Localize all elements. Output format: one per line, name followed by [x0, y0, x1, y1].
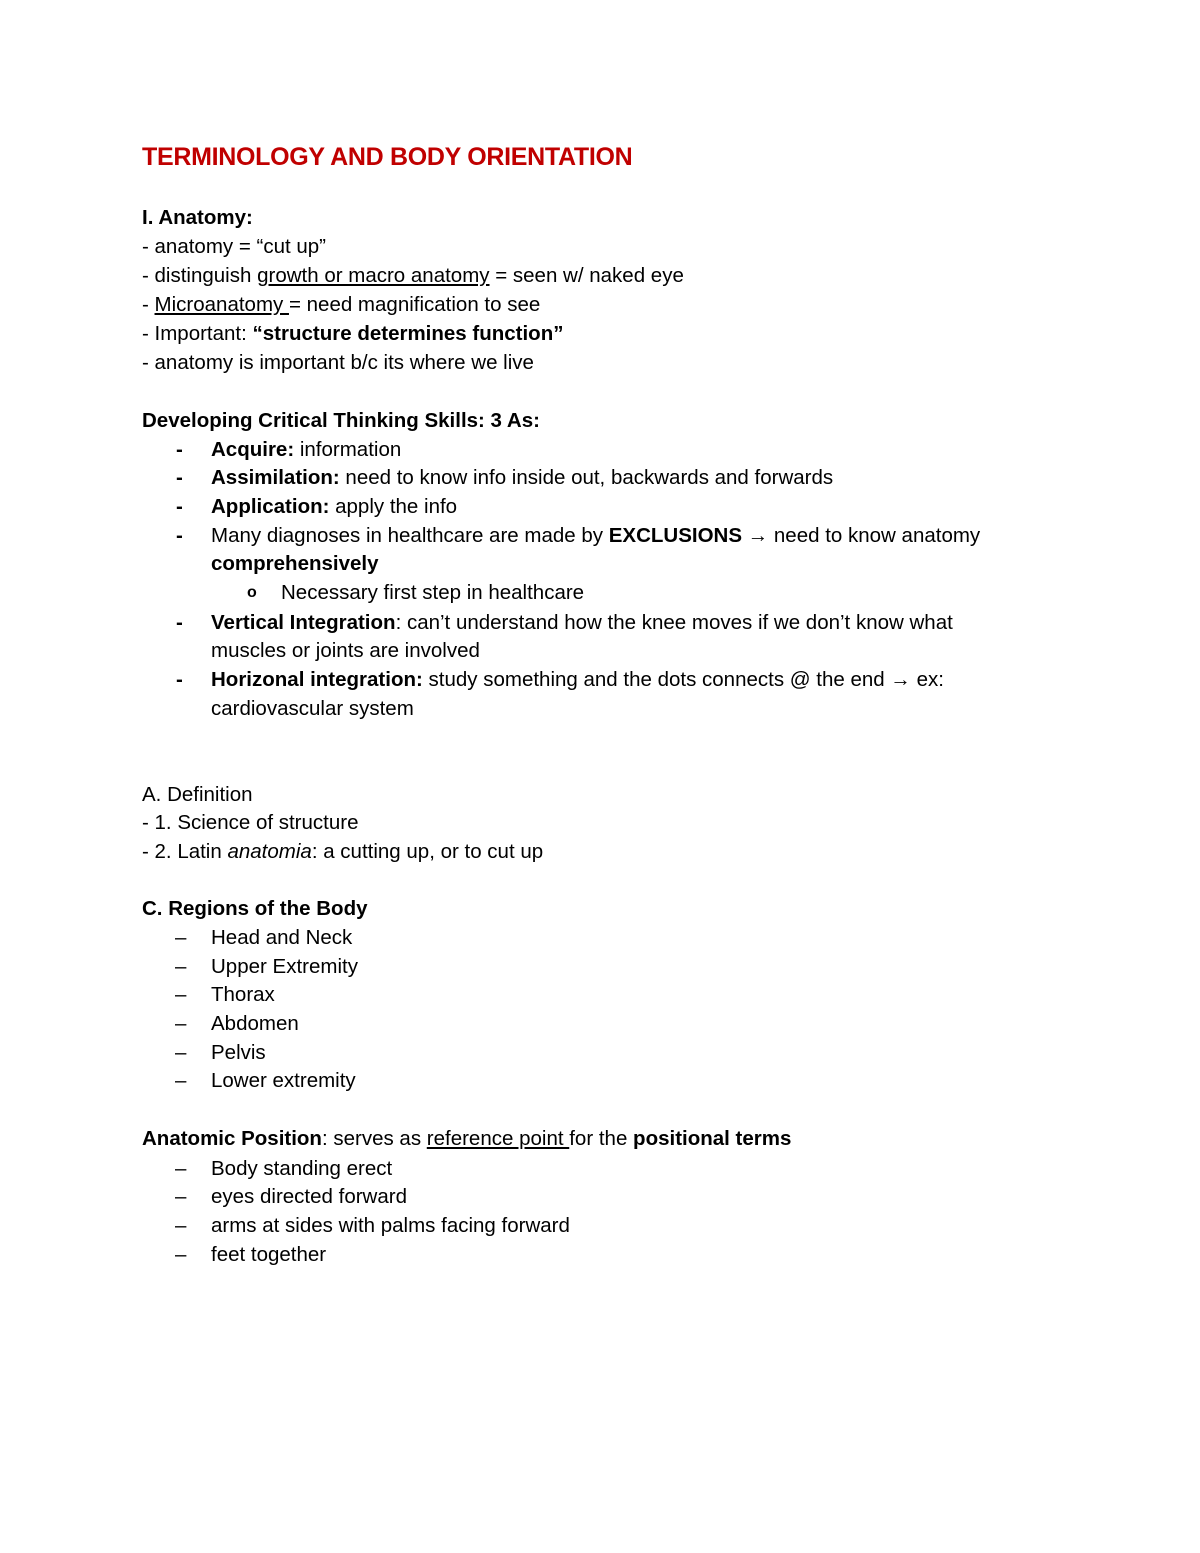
list-item-diagnoses-cont: [211, 549, 379, 578]
anatomy-line-2: [142, 261, 684, 290]
dash-marker: –: [175, 955, 187, 978]
list-item-diagnoses: [211, 521, 980, 550]
list-item: Lower extremity: [211, 1069, 356, 1092]
anatomy-line-2-underlined: growth or macro anatomy: [257, 264, 490, 287]
dash-marker: –: [175, 1041, 187, 1064]
definition-line-2: [142, 837, 543, 866]
anatomy-line-2-pre: - distinguish: [142, 264, 258, 287]
anatomy-line-4: [142, 319, 563, 348]
regions-heading: [142, 894, 368, 923]
anatomy-heading: [142, 203, 253, 232]
list-item: feet together: [211, 1243, 327, 1266]
anatomy-line-1: - anatomy = “cut up”: [142, 235, 327, 258]
vertical-text: : can’t understand how the knee moves if we don’t know what: [395, 611, 953, 634]
sub-list-item: Necessary first step in healthcare: [281, 581, 585, 604]
bullet-marker: -: [176, 611, 183, 634]
document-title: TERMINOLOGY AND BODY ORIENTATION: [142, 143, 633, 171]
dash-marker: –: [175, 1243, 187, 1266]
list-item-horizontal: [211, 665, 944, 694]
anatomy-line-3: [142, 290, 540, 319]
list-item-vertical-cont: muscles or joints are involved: [211, 639, 480, 662]
position-heading-text: : serves as: [321, 1127, 427, 1150]
list-item: Abdomen: [211, 1012, 299, 1035]
position-heading-bold-2: positional terms: [633, 1127, 792, 1150]
list-item: Body standing erect: [211, 1157, 393, 1180]
list-item: Pelvis: [211, 1041, 266, 1064]
dash-marker: –: [175, 1157, 187, 1180]
list-item-assimilation: [211, 463, 833, 492]
acquire-text: information: [294, 438, 402, 461]
definition-line-1: - 1. Science of structure: [142, 811, 359, 834]
bullet-marker: -: [176, 524, 183, 547]
definition-heading: A. Definition: [142, 783, 253, 806]
list-item: Thorax: [211, 983, 275, 1006]
diagnoses-text-2: need to know anatomy: [768, 524, 981, 547]
list-item-horizontal-cont: cardiovascular system: [211, 697, 414, 720]
dash-marker: –: [175, 1069, 187, 1092]
anatomy-line-4-bold: “structure determines function”: [252, 322, 564, 345]
bullet-marker: -: [176, 438, 183, 461]
list-item: arms at sides with palms facing forward: [211, 1214, 570, 1237]
anatomy-line-3-post: = need magnification to see: [288, 293, 541, 316]
definition-line-2-post: : a cutting up, or to cut up: [311, 840, 544, 863]
bullet-marker: -: [176, 495, 183, 518]
vertical-label: Vertical Integration: [211, 611, 396, 634]
acquire-label: Acquire:: [211, 438, 295, 461]
anatomy-line-5: - anatomy is important b/c its where we live: [142, 351, 534, 374]
arrow-right-icon: →: [742, 524, 769, 547]
anatomy-line-2-post: = seen w/ naked eye: [489, 264, 684, 287]
bullet-marker: -: [176, 668, 183, 691]
anatomy-line-3-underlined: Microanatomy: [154, 293, 289, 316]
definition-line-2-italic: anatomia: [227, 840, 312, 863]
dash-marker: –: [175, 926, 187, 949]
list-item-application: [211, 492, 457, 521]
bullet-marker: -: [176, 466, 183, 489]
position-heading-underlined: reference point: [426, 1127, 570, 1150]
list-item-acquire: [211, 435, 401, 464]
dash-marker: –: [175, 1012, 187, 1035]
horizontal-text-2: ex:: [910, 668, 944, 691]
horizontal-text: study something and the dots connects @ the end: [422, 668, 885, 691]
critical-heading-text: Developing Critical Thinking Skills: 3 As:: [142, 409, 540, 432]
horizontal-label: Horizonal integration:: [211, 668, 423, 691]
dash-marker: –: [175, 983, 187, 1006]
regions-heading-text: C. Regions of the Body: [142, 897, 368, 920]
anatomy-line-4-pre: - Important:: [142, 322, 253, 345]
anatomy-heading-text: I. Anatomy:: [142, 206, 253, 229]
position-heading-text-2: for the: [569, 1127, 634, 1150]
position-heading-bold: Anatomic Position: [142, 1127, 322, 1150]
list-item: Head and Neck: [211, 926, 353, 949]
dash-marker: –: [175, 1185, 187, 1208]
application-label: Application:: [211, 495, 330, 518]
application-text: apply the info: [329, 495, 458, 518]
sub-bullet-marker: o: [247, 584, 257, 601]
arrow-right-icon: →: [884, 668, 911, 691]
diagnoses-text: Many diagnoses in healthcare are made by: [211, 524, 609, 547]
list-item: Upper Extremity: [211, 955, 358, 978]
diagnoses-bold: EXCLUSIONS: [608, 524, 742, 547]
list-item: eyes directed forward: [211, 1185, 407, 1208]
definition-line-2-pre: - 2. Latin: [142, 840, 228, 863]
position-heading: [142, 1124, 791, 1153]
assimilation-text: need to know info inside out, backwards and forwards: [339, 466, 834, 489]
dash-marker: –: [175, 1214, 187, 1237]
list-item-vertical: [211, 608, 953, 637]
critical-heading: [142, 406, 540, 435]
diagnoses-bold-2: comprehensively: [211, 552, 379, 575]
assimilation-label: Assimilation:: [211, 466, 340, 489]
anatomy-line-3-pre: -: [142, 293, 155, 316]
